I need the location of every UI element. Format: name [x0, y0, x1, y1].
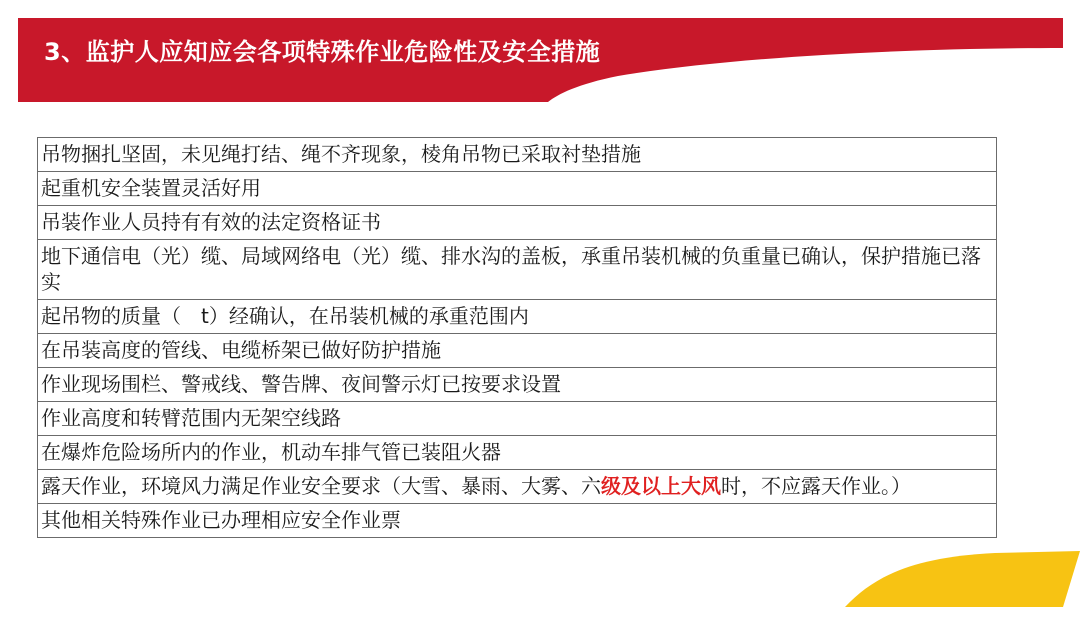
table-cell: 地下通信电（光）缆、局域网络电（光）缆、排水沟的盖板，承重吊装机械的负重量已确认，保护措施已落实: [38, 240, 997, 300]
table-row: [38, 402, 997, 436]
table-row: [38, 240, 997, 300]
weather-text-after: 时，不应露天作业。）: [721, 474, 911, 498]
table-cell: 在吊装高度的管线、电缆桥架已做好防护措施: [38, 334, 997, 368]
table-row: [38, 300, 997, 334]
wind-level-highlight: 级及以上大风: [601, 474, 721, 498]
table-cell: 其他相关特殊作业已办理相应安全作业票: [38, 504, 997, 538]
table-cell: 吊物捆扎坚固，未见绳打结、绳不齐现象，棱角吊物已采取衬垫措施: [38, 138, 997, 172]
table-row: [38, 504, 997, 538]
table-row: [38, 436, 997, 470]
table-cell: 作业现场围栏、警戒线、警告牌、夜间警示灯已按要求设置: [38, 368, 997, 402]
page-title: 3、监护人应知应会各项特殊作业危险性及安全措施: [44, 38, 601, 66]
table-cell: 起吊物的质量（ t）经确认，在吊装机械的承重范围内: [38, 300, 997, 334]
table-cell-weather: [38, 470, 997, 504]
weather-text-before: 露天作业，环境风力满足作业安全要求（大雪、暴雨、大雾、六: [41, 474, 601, 498]
table-row: [38, 172, 997, 206]
table-cell: 作业高度和转臂范围内无架空线路: [38, 402, 997, 436]
table-row: [38, 368, 997, 402]
table-row: [38, 334, 997, 368]
table-row: [38, 470, 997, 504]
table-cell: 起重机安全装置灵活好用: [38, 172, 997, 206]
corner-accent-shape: [835, 545, 1080, 623]
table-row: [38, 206, 997, 240]
table-row: [38, 138, 997, 172]
table-cell: 吊装作业人员持有有效的法定资格证书: [38, 206, 997, 240]
safety-measures-table: [37, 137, 997, 538]
table-cell: 在爆炸危险场所内的作业，机动车排气管已装阻火器: [38, 436, 997, 470]
